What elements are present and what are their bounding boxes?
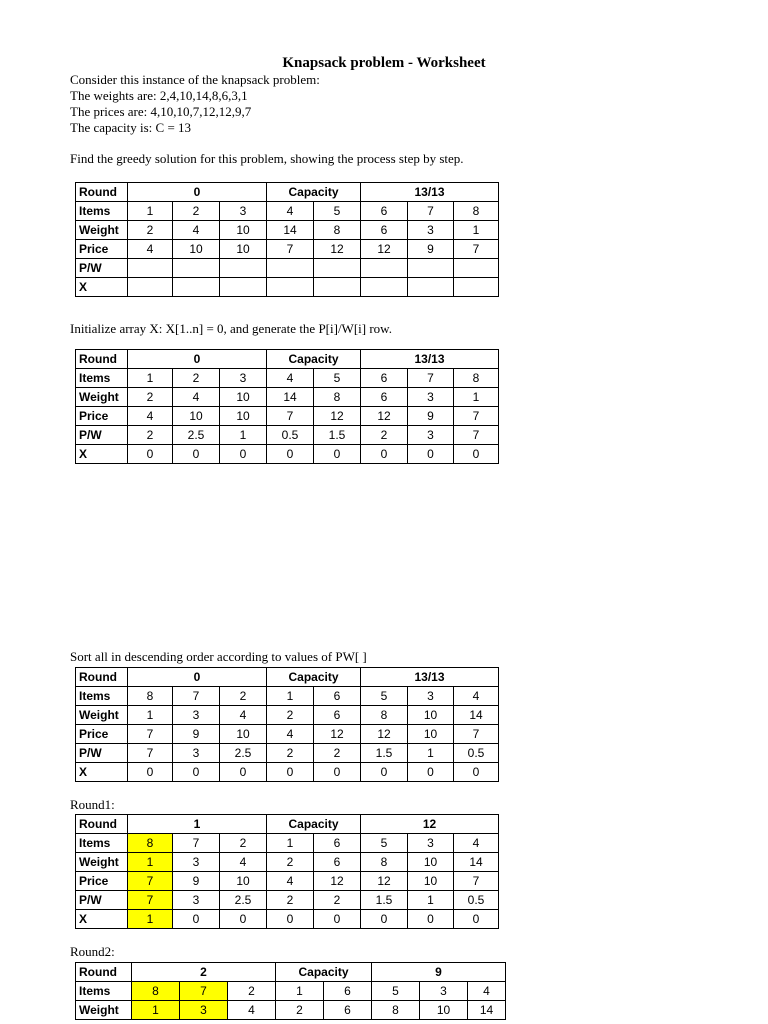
row-label: X	[76, 910, 128, 929]
table-cell: 5	[314, 369, 361, 388]
table-header-row	[76, 815, 499, 834]
row-label: Round	[76, 350, 128, 369]
table-cell: 1	[128, 853, 173, 872]
table-cell: 10	[220, 872, 267, 891]
table-cell: 8	[454, 369, 499, 388]
row-label: Round	[76, 963, 132, 982]
header-cell: 12	[361, 815, 499, 834]
table-cell: 1	[128, 202, 173, 221]
table-header-row	[76, 668, 499, 687]
table-cell: 7	[128, 891, 173, 910]
table-cell: 10	[173, 407, 220, 426]
table-cell: 1	[454, 221, 499, 240]
table-cell	[128, 259, 173, 278]
table-cell	[361, 278, 408, 297]
table-cell: 0	[173, 445, 220, 464]
table-cell: 12	[361, 240, 408, 259]
table-cell: 14	[454, 706, 499, 725]
table-cell: 4	[454, 834, 499, 853]
page-title: Knapsack problem - Worksheet	[282, 55, 486, 71]
table-cell: 2.5	[173, 426, 220, 445]
table-cell: 10	[408, 853, 454, 872]
table-cell: 3	[173, 706, 220, 725]
intro-line: The capacity is: C = 13	[70, 120, 192, 135]
table-cell: 7	[454, 407, 499, 426]
table-cell: 6	[314, 834, 361, 853]
table-cell: 2	[361, 426, 408, 445]
worksheet-table-initial	[75, 182, 499, 297]
table-cell: 10	[220, 725, 267, 744]
table-cell: 12	[314, 872, 361, 891]
row-label: X	[76, 763, 128, 782]
table-row	[76, 445, 499, 464]
row-label: Round	[76, 815, 128, 834]
header-cell: Capacity	[267, 815, 361, 834]
table-cell: 6	[361, 202, 408, 221]
table-row	[76, 388, 499, 407]
table-cell: 12	[361, 407, 408, 426]
table-cell: 9	[173, 725, 220, 744]
table-cell: 0	[361, 445, 408, 464]
table-cell: 2.5	[220, 744, 267, 763]
table-row	[76, 982, 506, 1001]
table-cell: 3	[408, 426, 454, 445]
table-cell: 4	[267, 725, 314, 744]
table-cell	[314, 259, 361, 278]
table-cell: 0	[173, 763, 220, 782]
table-cell: 0	[454, 910, 499, 929]
row-label: P/W	[76, 744, 128, 763]
table-cell: 10	[220, 407, 267, 426]
row-label: Weight	[76, 221, 128, 240]
table-header-row	[76, 183, 499, 202]
table-cell: 1.5	[361, 891, 408, 910]
table-cell: 4	[173, 221, 220, 240]
table-cell: 7	[408, 202, 454, 221]
table-cell: 12	[361, 725, 408, 744]
row-label: Price	[76, 240, 128, 259]
table-cell: 2	[220, 834, 267, 853]
round1-label: Round1:	[70, 797, 115, 812]
row-label: Items	[76, 687, 128, 706]
table-cell: 2	[314, 744, 361, 763]
table-row	[76, 834, 499, 853]
table-row	[76, 259, 499, 278]
table-cell: 1	[128, 706, 173, 725]
row-label: Weight	[76, 1001, 132, 1020]
table-header-row	[76, 963, 506, 982]
table-cell: 12	[361, 872, 408, 891]
header-cell: 1	[128, 815, 267, 834]
row-label: P/W	[76, 259, 128, 278]
table-cell: 2	[128, 221, 173, 240]
header-cell: 13/13	[361, 350, 499, 369]
table-cell: 1	[128, 910, 173, 929]
table-cell: 3	[408, 221, 454, 240]
table-cell: 8	[454, 202, 499, 221]
table-cell: 1	[128, 369, 173, 388]
table-cell	[220, 259, 267, 278]
table-row	[76, 725, 499, 744]
table-cell: 0	[454, 763, 499, 782]
table-cell: 0	[314, 910, 361, 929]
table-cell: 4	[267, 202, 314, 221]
table-cell	[314, 278, 361, 297]
table-cell	[454, 278, 499, 297]
table-cell	[173, 278, 220, 297]
table-cell: 6	[361, 388, 408, 407]
intro-line: Consider this instance of the knapsack problem:	[70, 72, 320, 87]
table-cell: 5	[372, 982, 420, 1001]
table-cell: 0.5	[267, 426, 314, 445]
table-cell: 2	[267, 744, 314, 763]
table-cell: 4	[267, 369, 314, 388]
table-cell: 2	[267, 853, 314, 872]
table-cell: 7	[267, 240, 314, 259]
table-row	[76, 910, 499, 929]
table-cell: 5	[314, 202, 361, 221]
table-cell	[220, 278, 267, 297]
table-cell	[173, 259, 220, 278]
table-cell	[361, 259, 408, 278]
table-cell: 4	[267, 872, 314, 891]
table-cell: 3	[220, 369, 267, 388]
table-cell	[267, 278, 314, 297]
table-cell: 2	[267, 706, 314, 725]
task-text: Find the greedy solution for this problem, showing the process step by step.	[70, 151, 464, 166]
table-cell: 2	[267, 891, 314, 910]
row-label: Round	[76, 668, 128, 687]
table-cell: 9	[408, 240, 454, 259]
header-cell: Capacity	[267, 350, 361, 369]
table-cell: 7	[180, 982, 228, 1001]
row-label: Round	[76, 183, 128, 202]
table-cell: 8	[361, 706, 408, 725]
table-cell: 7	[173, 687, 220, 706]
table-cell: 14	[454, 853, 499, 872]
table-row	[76, 202, 499, 221]
table-cell: 6	[361, 221, 408, 240]
table-cell: 10	[420, 1001, 468, 1020]
row-label: X	[76, 445, 128, 464]
table-cell: 14	[468, 1001, 506, 1020]
table-cell: 7	[454, 426, 499, 445]
table-cell	[408, 278, 454, 297]
intro-line: The prices are: 4,10,10,7,12,12,9,7	[70, 104, 252, 119]
table-row	[76, 706, 499, 725]
row-label: Price	[76, 725, 128, 744]
table-row	[76, 221, 499, 240]
table-cell: 7	[173, 834, 220, 853]
table-cell: 10	[408, 706, 454, 725]
table-cell: 8	[128, 834, 173, 853]
table-row	[76, 369, 499, 388]
table-cell: 6	[314, 706, 361, 725]
table-cell: 3	[420, 982, 468, 1001]
table-cell: 10	[220, 240, 267, 259]
table-cell: 0	[408, 763, 454, 782]
table-cell: 0	[220, 763, 267, 782]
table-cell: 14	[267, 388, 314, 407]
table-cell	[128, 278, 173, 297]
table-cell: 0	[220, 445, 267, 464]
table-cell: 7	[454, 725, 499, 744]
table-cell: 1	[276, 982, 324, 1001]
table-cell: 12	[314, 240, 361, 259]
table-cell: 2	[276, 1001, 324, 1020]
header-cell: 9	[372, 963, 506, 982]
table-cell: 0	[361, 910, 408, 929]
row-label: Weight	[76, 706, 128, 725]
table-cell: 14	[267, 221, 314, 240]
worksheet-table-sorted	[75, 667, 499, 782]
row-label: Items	[76, 982, 132, 1001]
table-cell: 10	[220, 388, 267, 407]
table-cell: 6	[324, 982, 372, 1001]
table-cell: 6	[361, 369, 408, 388]
table-cell: 4	[220, 853, 267, 872]
table-cell: 3	[173, 744, 220, 763]
table-cell: 4	[220, 706, 267, 725]
table-cell: 0	[408, 445, 454, 464]
row-label: Weight	[76, 853, 128, 872]
table-cell: 6	[314, 687, 361, 706]
table-cell: 8	[128, 687, 173, 706]
table-cell: 0	[173, 910, 220, 929]
table-row	[76, 687, 499, 706]
row-label: P/W	[76, 891, 128, 910]
header-cell: Capacity	[267, 183, 361, 202]
table-cell: 0	[454, 445, 499, 464]
table-cell: 2	[228, 982, 276, 1001]
table-cell: 3	[220, 202, 267, 221]
table-cell: 0	[267, 445, 314, 464]
table-cell: 12	[314, 725, 361, 744]
table-cell: 4	[454, 687, 499, 706]
row-label: Items	[76, 834, 128, 853]
table-cell	[408, 259, 454, 278]
table-cell: 5	[361, 687, 408, 706]
table-row	[76, 407, 499, 426]
init-text: Initialize array X: X[1..n] = 0, and generate the P[i]/W[i] row.	[70, 321, 392, 336]
table-cell: 7	[128, 744, 173, 763]
table-cell: 8	[132, 982, 180, 1001]
header-cell: 13/13	[361, 668, 499, 687]
worksheet-table-round1	[75, 814, 499, 929]
table-cell: 0	[361, 763, 408, 782]
table-cell: 1.5	[314, 426, 361, 445]
table-cell: 1	[132, 1001, 180, 1020]
table-row	[76, 240, 499, 259]
header-cell: Capacity	[267, 668, 361, 687]
table-cell: 8	[314, 388, 361, 407]
header-cell: 0	[128, 183, 267, 202]
table-cell: 10	[173, 240, 220, 259]
table-cell: 2.5	[220, 891, 267, 910]
table-cell: 10	[220, 221, 267, 240]
table-cell: 12	[314, 407, 361, 426]
header-cell: 0	[128, 350, 267, 369]
row-label: Price	[76, 872, 128, 891]
table-cell: 1	[454, 388, 499, 407]
table-cell: 4	[468, 982, 506, 1001]
table-cell: 0.5	[454, 744, 499, 763]
table-cell: 0	[314, 763, 361, 782]
table-header-row	[76, 350, 499, 369]
table-cell: 0.5	[454, 891, 499, 910]
row-label: Items	[76, 369, 128, 388]
table-cell: 6	[324, 1001, 372, 1020]
table-cell: 1	[408, 891, 454, 910]
table-row	[76, 744, 499, 763]
table-cell: 3	[173, 853, 220, 872]
table-cell: 0	[267, 910, 314, 929]
table-cell: 3	[180, 1001, 228, 1020]
table-cell: 0	[128, 763, 173, 782]
table-cell: 1	[267, 834, 314, 853]
table-cell	[267, 259, 314, 278]
table-cell: 7	[454, 872, 499, 891]
table-cell: 2	[173, 369, 220, 388]
table-row	[76, 278, 499, 297]
table-cell: 4	[128, 407, 173, 426]
table-cell: 0	[220, 910, 267, 929]
table-cell: 0	[128, 445, 173, 464]
table-cell: 2	[314, 891, 361, 910]
table-row	[76, 1001, 506, 1020]
table-cell: 6	[314, 853, 361, 872]
row-label: Price	[76, 407, 128, 426]
table-cell: 5	[361, 834, 408, 853]
round2-label: Round2:	[70, 944, 115, 959]
worksheet-table-pw	[75, 349, 499, 464]
header-cell: 2	[132, 963, 276, 982]
table-cell: 0	[267, 763, 314, 782]
row-label: P/W	[76, 426, 128, 445]
table-cell: 8	[372, 1001, 420, 1020]
table-cell: 4	[128, 240, 173, 259]
table-cell: 2	[128, 388, 173, 407]
table-cell: 2	[173, 202, 220, 221]
table-cell: 3	[408, 687, 454, 706]
header-cell: Capacity	[276, 963, 372, 982]
table-row	[76, 853, 499, 872]
table-cell: 4	[228, 1001, 276, 1020]
table-cell: 7	[267, 407, 314, 426]
table-cell: 3	[408, 388, 454, 407]
table-row	[76, 426, 499, 445]
table-row	[76, 872, 499, 891]
table-cell: 8	[361, 853, 408, 872]
row-label: Items	[76, 202, 128, 221]
table-cell: 10	[408, 872, 454, 891]
table-cell: 9	[408, 407, 454, 426]
table-cell: 1.5	[361, 744, 408, 763]
table-cell: 3	[408, 834, 454, 853]
table-cell: 7	[408, 369, 454, 388]
table-cell: 2	[128, 426, 173, 445]
table-cell: 8	[314, 221, 361, 240]
table-cell: 7	[128, 872, 173, 891]
table-cell: 7	[128, 725, 173, 744]
table-cell: 1	[267, 687, 314, 706]
table-cell: 10	[408, 725, 454, 744]
sort-text: Sort all in descending order according to values of PW[ ]	[70, 649, 367, 664]
table-cell: 9	[173, 872, 220, 891]
table-cell: 1	[408, 744, 454, 763]
table-cell: 4	[173, 388, 220, 407]
worksheet-table-round2	[75, 962, 506, 1020]
table-row	[76, 891, 499, 910]
table-cell	[454, 259, 499, 278]
table-cell: 7	[454, 240, 499, 259]
table-cell: 3	[173, 891, 220, 910]
header-cell: 13/13	[361, 183, 499, 202]
header-cell: 0	[128, 668, 267, 687]
intro-line: The weights are: 2,4,10,14,8,6,3,1	[70, 88, 248, 103]
table-cell: 0	[408, 910, 454, 929]
table-cell: 2	[220, 687, 267, 706]
table-cell: 0	[314, 445, 361, 464]
row-label: X	[76, 278, 128, 297]
row-label: Weight	[76, 388, 128, 407]
table-cell: 1	[220, 426, 267, 445]
table-row	[76, 763, 499, 782]
